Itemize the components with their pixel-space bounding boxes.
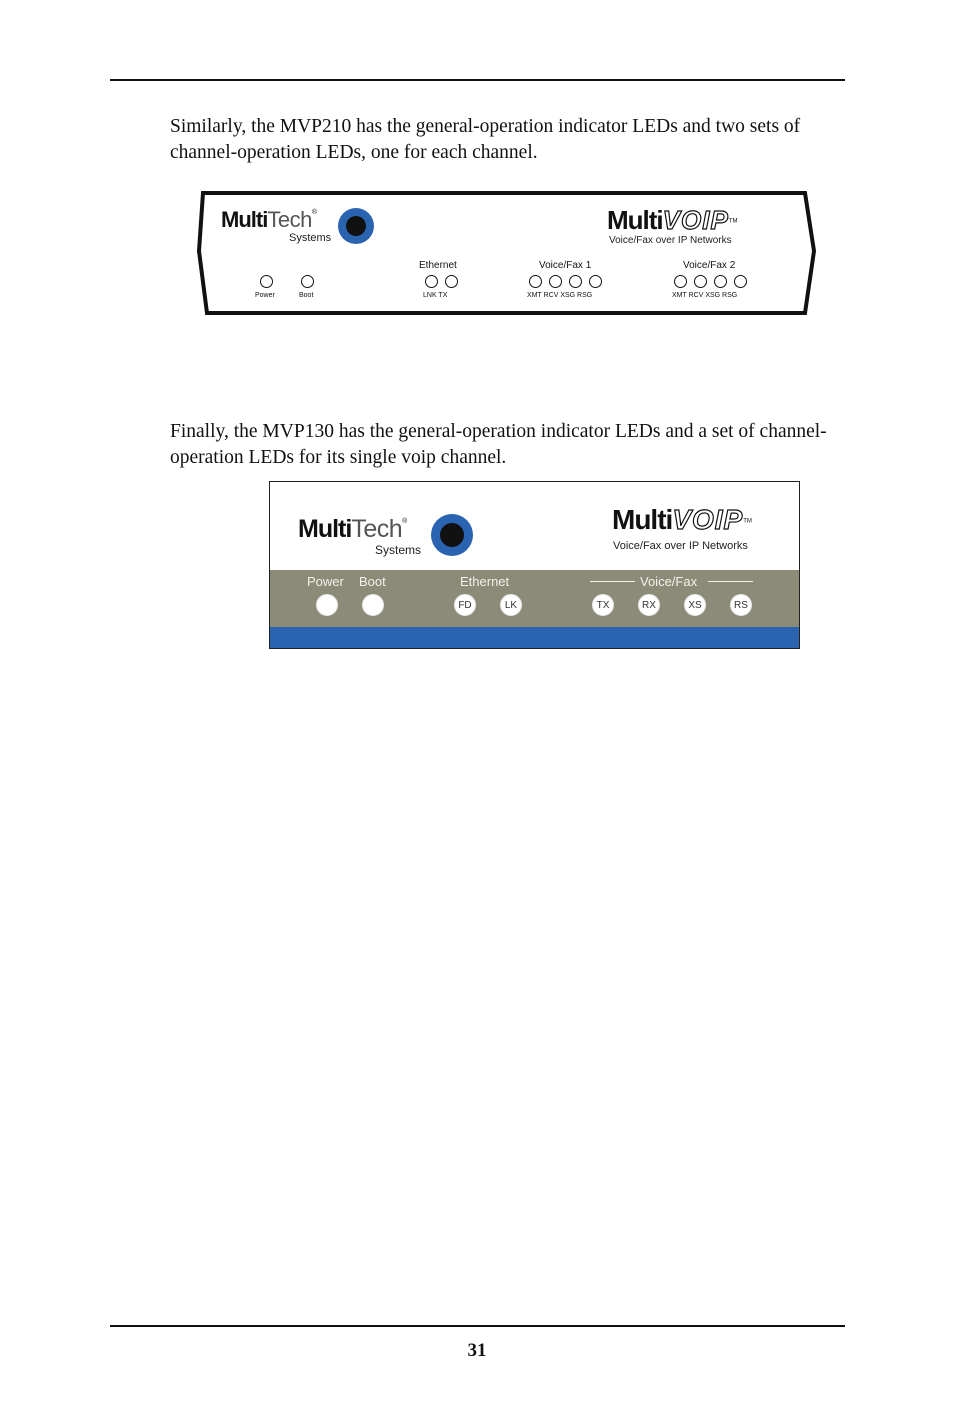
page-number: 31 [467,1340,487,1361]
lk-led: LK [500,594,522,616]
rx-led: RX [638,594,660,616]
fd-led: FD [454,594,476,616]
voice-fax-2-title: Voice/Fax 2 [683,260,736,271]
rs-led: RS [730,594,752,616]
tx-led [445,275,458,288]
voice-fax-1-title: Voice/Fax 1 [539,260,592,271]
voice-fax-label: Voice/Fax [640,574,698,589]
multitech-logo [221,207,317,233]
ch1-xsg-led [569,275,582,288]
multivoip-tagline: Voice/Fax over IP Networks [613,540,748,552]
ch1-rcv-led [549,275,562,288]
multivoip-logo-tm: TM [743,518,752,525]
voice-fax-bracket-left [590,581,635,582]
multitech-logo-multi: Multi [221,207,268,232]
mvp130-front-panel [269,481,800,649]
power-led [260,275,273,288]
bottom-rule [110,1325,845,1327]
paragraph-mvp130: Finally, the MVP130 has the general-operation indicator LEDs and a set of channel-operation LEDs for its single voip channel. [170,421,827,468]
ch2-xmt-led [674,275,687,288]
multitech-logo-reg: ® [402,518,408,525]
power-label: Power [307,574,344,589]
boot-led [362,594,384,616]
mvp210-front-panel [197,189,817,317]
ch1-rsg-led [589,275,602,288]
multitech-logo-reg: ® [311,209,317,216]
ch2-led-labels: XMT RCV XSG RSG [672,292,738,299]
multitech-logo-systems: Systems [289,232,332,244]
tx-led: TX [592,594,614,616]
ch2-xsg-led [714,275,727,288]
multitech-logo [298,515,407,544]
multivoip-logo-multi: Multi [612,504,673,535]
multitech-logo-tech: Tech [267,207,312,232]
xs-led: XS [684,594,706,616]
ch1-xmt-led [529,275,542,288]
lnk-led [425,275,438,288]
multivoip-logo [607,205,737,236]
ethernet-label: Ethernet [460,574,510,589]
multitech-logo-multi: Multi [298,515,352,543]
multivoip-logo [612,504,752,536]
boot-label: Boot [359,574,386,589]
multitech-logo-ball-center-icon [346,216,366,236]
power-led [316,594,338,616]
multivoip-logo-multi: Multi [607,205,663,235]
multitech-logo-systems: Systems [375,543,422,557]
multivoip-logo-voip: VOIP [672,504,744,535]
ethernet-title: Ethernet [419,260,457,271]
power-led-label: Power [255,292,275,299]
ch2-rsg-led [734,275,747,288]
boot-led [301,275,314,288]
boot-led-label: Boot [299,292,314,299]
voice-fax-bracket-right [708,581,753,582]
base-strip [270,627,799,649]
multivoip-logo-voip: VOIP [662,205,729,235]
multivoip-tagline: Voice/Fax over IP Networks [609,235,732,246]
multitech-logo-tech: Tech [351,515,403,543]
paragraph-mvp210: Similarly, the MVP210 has the general-operation indicator LEDs and two sets of channel-operation LEDs, one for each channel. [170,116,801,163]
multivoip-logo-tm: TM [728,218,738,225]
top-rule [110,79,845,81]
ch1-led-labels: XMT RCV XSG RSG [527,292,593,299]
ethernet-led-labels: LNK TX [423,292,448,299]
multitech-logo-ball-center-icon [440,523,464,547]
led-strip [270,570,799,627]
ch2-rcv-led [694,275,707,288]
